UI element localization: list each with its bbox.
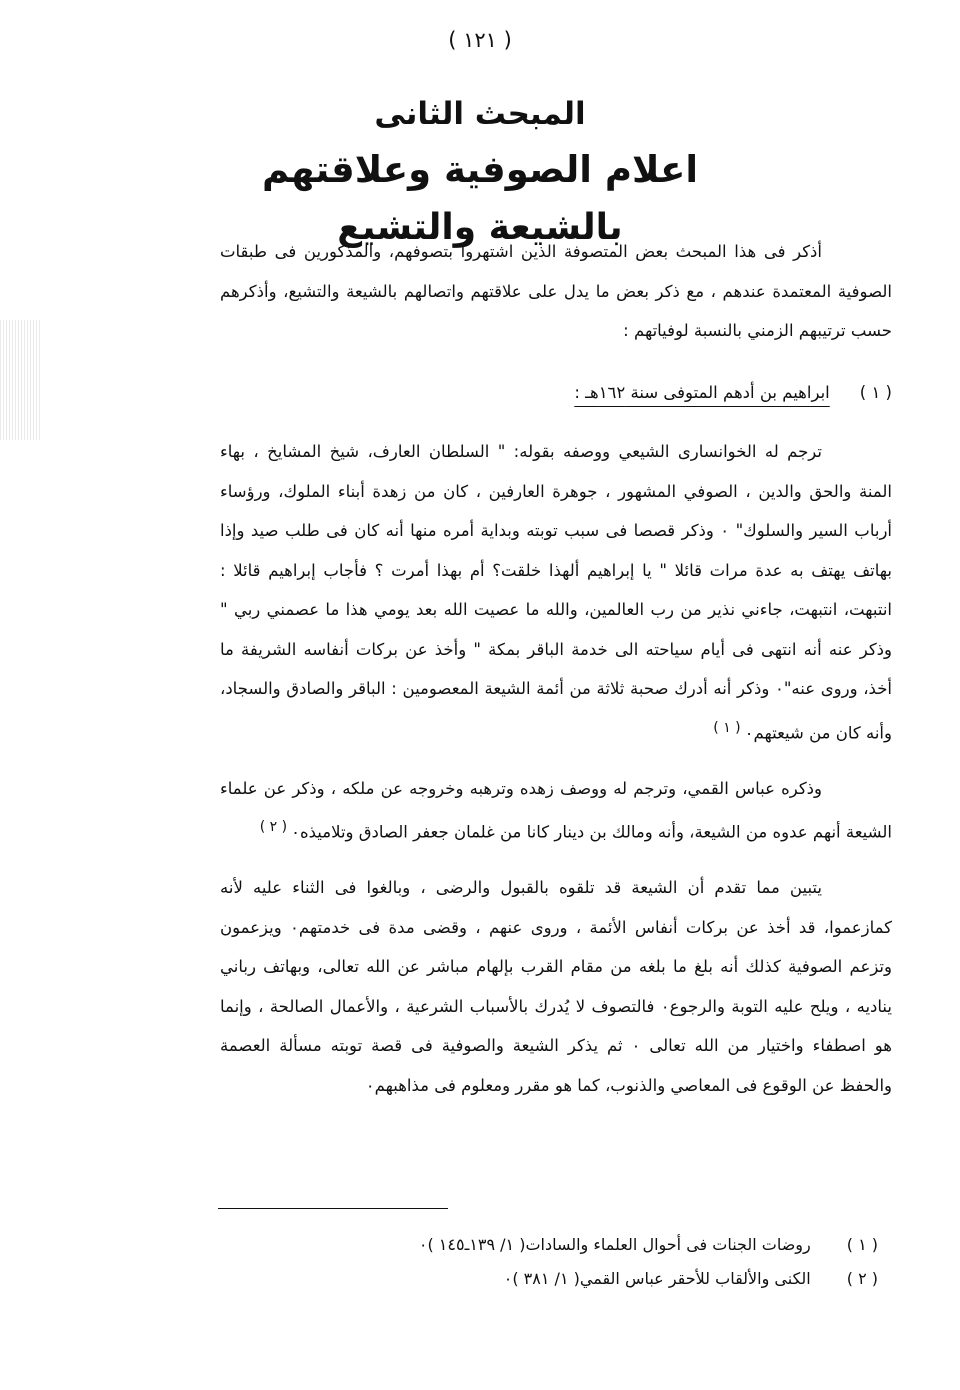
footnote-item — [238, 1262, 878, 1296]
body-paragraph — [220, 769, 892, 853]
section-subtitle: اعلام الصوفية وعلاقتهم — [261, 147, 699, 191]
footnote-item — [238, 1228, 878, 1262]
paragraph-text: وذكره عباس القمي، وترجم له ووصف زهده وترهبه وخروجه عن ملكه ، وذكر عن علماء الشيعة أنهم عدوه من الشيعة، وأنه ومالك بن دينار كانا من غلمان جعفر الصادق وتلاميذه٠ — [220, 778, 892, 842]
paragraph-text: ترجم له الخوانسارى الشيعي ووصفه بقوله: " السلطان العارف، شيخ المشايخ ، بهاء المنة والحق والدين ، الصوفي المشهور ، جوهرة العارفين ، كان من زهدة أبناء الملوك، ورؤساء أرباب السير والسلوك" ٠ وذكر قصصا فى سبب توبته وبداية أمره منها أنه كان فى طلب صيد وإذا بهاتف يهتف به عدة مرات قائلا " يا إبراهيم ألهذا خلقت؟ أم بهذا أمرت ؟ فأجاب إبراهيم قائلا : انتبهت، انتبهت، جاءني نذير من رب العالمين، والله ما عصيت الله بعد يومي هذا ما عصمني ربي " وذكر عنه أنه انتهى فى أيام سياحته الى خدمة الباقر بمكة " وأخذ عن بركات أنفاسه الشريفة ما أخذ، وروى عنه"٠ وذكر أنه أدرك صحبة ثلاثة من أئمة الشيعة المعصومين : الباقر والصادق والسجاد، وأنه كان من شيعتهم٠ — [220, 442, 893, 742]
body-text — [220, 232, 892, 1105]
footnotes — [238, 1228, 878, 1296]
entry-number: ( ١ ) — [859, 382, 892, 402]
entry-heading — [220, 373, 892, 413]
entry-title: ابراهيم بن أدهم المتوفى سنة ١٦٢هـ : — [574, 382, 830, 402]
footnote-number: ( ٢ ) — [846, 1269, 878, 1288]
page-number: ( ١٢١ ) — [448, 28, 512, 52]
footnote-ref: ( ١ ) — [713, 719, 741, 736]
body-paragraph — [220, 432, 892, 753]
footnote-divider — [218, 1208, 448, 1209]
footnote-ref: ( ٢ ) — [259, 819, 288, 835]
scan-artifact — [0, 320, 40, 440]
body-paragraph: يتبين مما تقدم أن الشيعة قد تلقوه بالقبول والرضى ، وبالغوا فى الثناء عليه لأنه كمازعموا، قد أخذ عن بركات أنفاس الأئمة ، وروى عنهم ، وقضى مدة فى خدمتهم٠ ويزعمون وتزعم الصوفية كذلك أنه بلغ ما بلغه من مقام القرب بإلهام مباشر عن الله تعالى، وبهاتف رباني يناديه ، ويلح عليه التوبة والرجوع٠ فالتصوف لا يُدرك بالأسباب الشرعية ، والأعمال الصالحة ، وإنما هو اصطفاء واختيار من الله تعالى ٠ ثم يذكر الشيعة والصوفية فى قصة توبته مسألة العصمة والحفظ عن الوقوع فى المعاصي والذنوب، كما هو مقرر ومعلوم فى مذاهبهم٠ — [220, 878, 893, 1095]
footnote-number: ( ١ ) — [846, 1235, 878, 1254]
section-title: المبحث الثانى — [374, 96, 586, 132]
footnote-text: الكنى والألقاب للأحقر عباس القمي( ١/ ٣٨١ )٠ — [503, 1269, 811, 1288]
section-subtitle-continued: بالشيعة والتشيع — [337, 206, 623, 248]
intro-paragraph: أذكر فى هذا المبحث بعض المتصوفة الذين اشتهروا بتصوفهم، والمذكورين فى طبقات الصوفية المعتمدة عندهم ، مع ذكر بعض ما يدل على علاقتهم واتصالهم بالشيعة والتشيع، وأذكرهم حسب ترتيبهم الزمني بالنسبة لوفياتهم : — [220, 242, 892, 340]
footnote-text: روضات الجنات فى أحوال العلماء والسادات( ١/ ١٣٩ـ١٤٥ )٠ — [418, 1235, 811, 1254]
